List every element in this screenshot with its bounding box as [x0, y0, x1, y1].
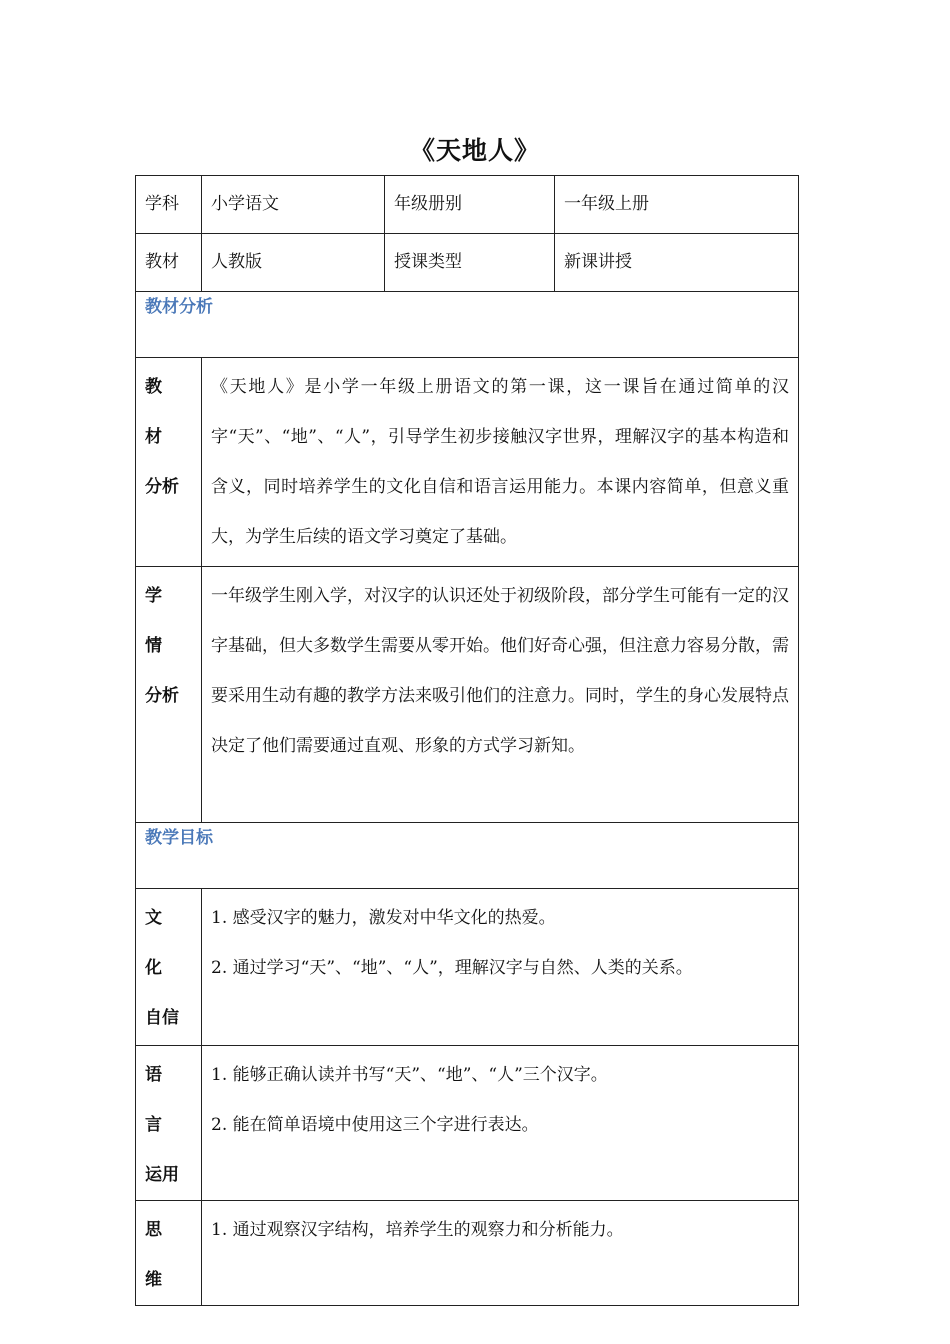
textbook-analysis-text — [202, 358, 799, 567]
label-line-1 — [145, 571, 192, 671]
language-goals-label — [136, 1046, 202, 1201]
material-label: 教材 — [136, 234, 202, 292]
goal-item: 2. 能在简单语境中使用这三个字进行表达。 — [211, 1115, 539, 1135]
student-analysis-text — [202, 567, 799, 823]
section-teaching-goals — [136, 823, 799, 889]
label-text: 文化 — [145, 908, 176, 978]
grade-value: 一年级上册 — [555, 176, 799, 234]
label-line-2: 分析 — [145, 477, 179, 497]
goal-item: 2. 通过学习“天”、“地”、“人”，理解汉字与自然、人类的关系。 — [211, 958, 693, 978]
class-type-value: 新课讲授 — [555, 234, 799, 292]
info-row-material — [136, 234, 799, 292]
label-line-2: 运用 — [145, 1165, 179, 1185]
row-language-goals — [136, 1046, 799, 1201]
grade-label: 年级册别 — [385, 176, 555, 234]
class-type-label: 授课类型 — [385, 234, 555, 292]
language-goals-text — [202, 1046, 799, 1201]
material-value: 人教版 — [202, 234, 385, 292]
thinking-goals-text — [202, 1201, 799, 1306]
label-line-1 — [145, 362, 193, 462]
goal-item: 1. 通过观察汉字结构，培养学生的观察力和分析能力。 — [211, 1220, 624, 1240]
row-student-analysis — [136, 567, 799, 823]
section-material-analysis — [136, 292, 799, 358]
thinking-goals-label — [136, 1201, 202, 1306]
textbook-analysis-label — [136, 358, 202, 567]
culture-goals-label — [136, 889, 202, 1046]
label-text: 语言 — [145, 1065, 176, 1135]
label-line-2: 分析 — [145, 686, 179, 706]
label-line-1 — [145, 893, 192, 993]
student-analysis-label — [136, 567, 202, 823]
paragraph: 《天地人》是小学一年级上册语文的第一课，这一课旨在通过简单的汉字“天”、“地”、“人”，引导学生初步接触汉字世界，理解汉字的基本构造和含义，同时培养学生的文化自信和语言运用能力。本课内容简单，但意义重大，为学生后续的语文学习奠定了基础。 — [211, 377, 789, 547]
row-thinking-goals — [136, 1201, 799, 1306]
info-row-subject — [136, 176, 799, 234]
subject-label: 学科 — [136, 176, 202, 234]
section-heading: 教学目标 — [136, 823, 799, 889]
goal-item: 1. 感受汉字的魅力，激发对中华文化的热爱。 — [211, 908, 556, 928]
label-text: 学情 — [145, 586, 176, 656]
lesson-plan-table — [135, 175, 799, 1306]
section-heading: 教材分析 — [136, 292, 799, 358]
label-line-1 — [145, 1205, 192, 1305]
goal-item: 1. 能够正确认读并书写“天”、“地”、“人”三个汉字。 — [211, 1065, 608, 1085]
label-line-2: 自信 — [145, 1008, 179, 1028]
label-text: 思维 — [145, 1220, 176, 1290]
row-textbook-analysis — [136, 358, 799, 567]
label-text: 教材 — [145, 377, 176, 447]
culture-goals-text — [202, 889, 799, 1046]
paragraph: 一年级学生刚入学，对汉字的认识还处于初级阶段，部分学生可能有一定的汉字基础，但大多数学生需要从零开始。他们好奇心强，但注意力容易分散，需要采用生动有趣的教学方法来吸引他们的注意力。同时，学生的身心发展特点决定了他们需要通过直观、形象的方式学习新知。 — [211, 586, 789, 756]
label-line-1 — [145, 1050, 192, 1150]
document-title: 《天地人》 — [409, 136, 540, 165]
subject-value: 小学语文 — [202, 176, 385, 234]
row-culture-goals — [136, 889, 799, 1046]
